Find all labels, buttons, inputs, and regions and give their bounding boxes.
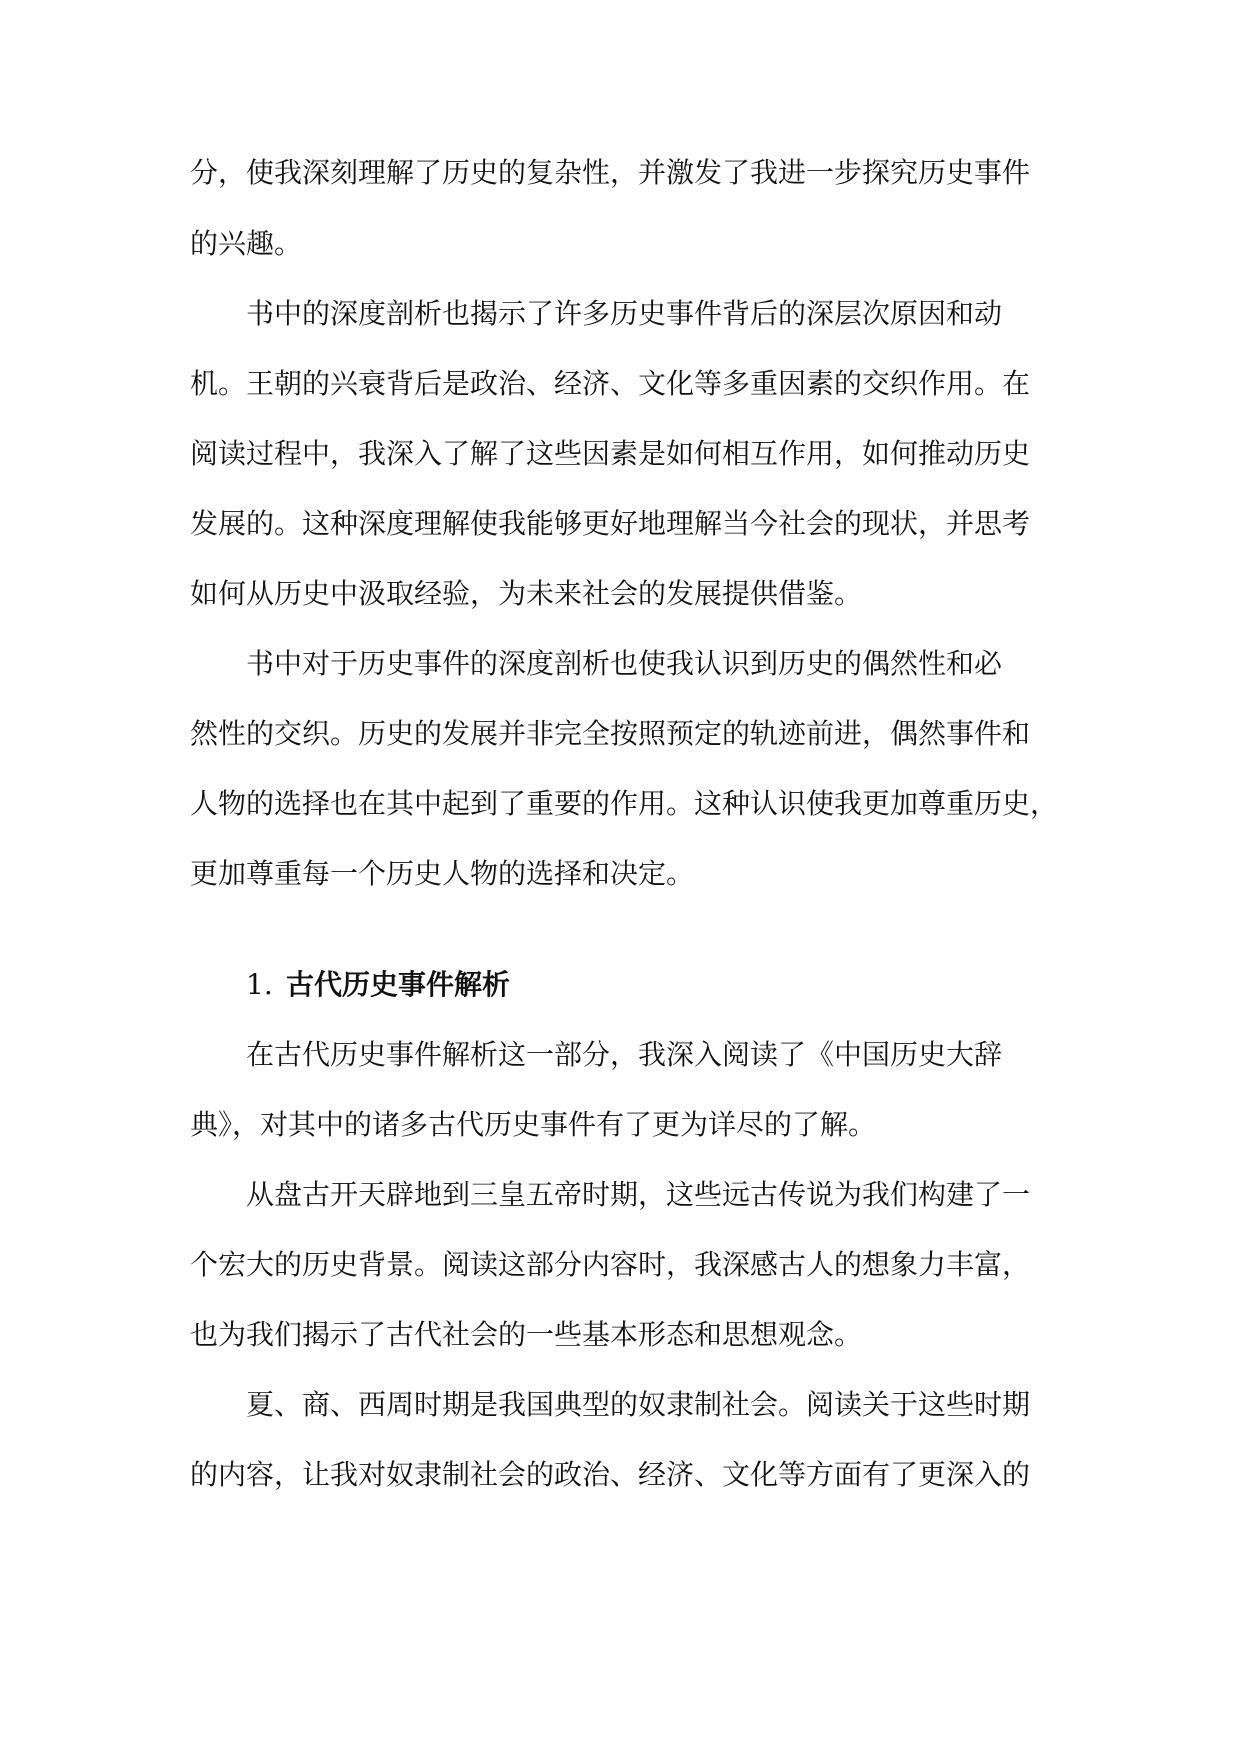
paragraph-line: 然性的交织。历史的发展并非完全按照预定的轨迹前进，偶然事件和 (190, 717, 1031, 750)
paragraph-line: 的内容，让我对奴隶制社会的政治、经济、文化等方面有了更深入的 (190, 1458, 1031, 1491)
paragraph-line: 也为我们揭示了古代社会的一些基本形态和思想观念。 (190, 1318, 863, 1351)
paragraph-line: 书中对于历史事件的深度剖析也使我认识到历史的偶然性和必 (246, 647, 1003, 680)
paragraph-line: 个宏大的历史背景。阅读这部分内容时，我深感古人的想象力丰富， (190, 1248, 1031, 1281)
section-heading (246, 955, 510, 1015)
paragraph-line: 阅读过程中，我深入了解了这些因素是如何相互作用，如何推动历史 (190, 437, 1031, 470)
paragraph-line: 如何从历史中汲取经验，为未来社会的发展提供借鉴。 (190, 577, 863, 610)
paragraph-line: 发展的。这种深度理解使我能够更好地理解当今社会的现状，并思考 (190, 507, 1031, 540)
paragraph-line: 更加尊重每一个历史人物的选择和决定。 (190, 857, 695, 890)
paragraph-line: 人物的选择也在其中起到了重要的作用。这种认识使我更加尊重历史， (190, 787, 1059, 820)
paragraph-line: 夏、商、西周时期是我国典型的奴隶制社会。阅读关于这些时期 (246, 1388, 1031, 1421)
paragraph-line: 在古代历史事件解析这一部分，我深入阅读了《中国历史大辞 (246, 1038, 1003, 1071)
paragraph-line: 书中的深度剖析也揭示了许多历史事件背后的深层次原因和动 (246, 297, 1003, 330)
paragraph-line: 典》，对其中的诸多古代历史事件有了更为详尽的了解。 (190, 1108, 877, 1141)
paragraph-line: 分，使我深刻理解了历史的复杂性，并激发了我进一步探究历史事件 (190, 156, 1031, 189)
paragraph-line: 的兴趣。 (190, 227, 303, 260)
section-title: 古代历史事件解析 (286, 968, 511, 1001)
paragraph-line: 机。王朝的兴衰背后是政治、经济、文化等多重因素的交织作用。在 (190, 367, 1031, 400)
paragraph-line: 从盘古开天辟地到三皇五帝时期，这些远古传说为我们构建了一 (246, 1178, 1031, 1211)
section-number: 1. (246, 968, 273, 1001)
